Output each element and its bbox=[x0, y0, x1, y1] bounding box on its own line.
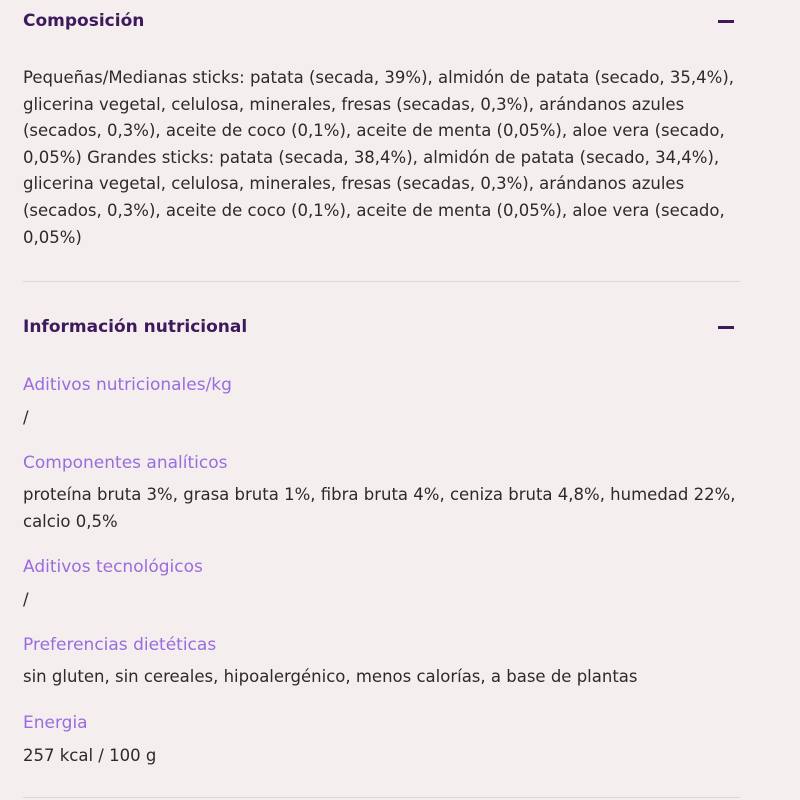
technological-additives-value: / bbox=[23, 590, 29, 609]
technological-additives-label: Aditivos tecnológicos bbox=[23, 557, 203, 577]
energy-label: Energia bbox=[23, 713, 88, 733]
nutrition-section bbox=[23, 314, 740, 340]
composition-section bbox=[23, 8, 740, 34]
composition-collapse-icon[interactable] bbox=[718, 20, 734, 23]
nutritional-additives-value: / bbox=[23, 408, 29, 427]
dietary-preferences-label: Preferencias dietéticas bbox=[23, 635, 217, 655]
divider-1 bbox=[23, 281, 740, 282]
analytical-components-label: Componentes analíticos bbox=[23, 453, 228, 473]
nutritional-additives-label: Aditivos nutricionales/kg bbox=[23, 375, 232, 395]
energy-value: 257 kcal / 100 g bbox=[23, 746, 157, 765]
nutrition-title: Información nutricional bbox=[23, 317, 248, 337]
divider-2 bbox=[23, 797, 740, 798]
nutrition-collapse-icon[interactable] bbox=[718, 326, 734, 329]
composition-title: Composición bbox=[23, 11, 145, 31]
composition-header[interactable] bbox=[23, 8, 740, 34]
composition-text: Pequeñas/Medianas sticks: patata (secada, 39%), almidón de patata (secado, 35,4%), glicerina vegetal, celulosa, minerales, fresas (secadas, 0,3%), arándanos azules (secados, 0,3%), aceite de coco (0,1%), aceite de menta (0,05%), aloe vera (secado, 0,05%) Grandes sticks: patata (secada, 38,4%), almidón de patata (secado, 34,4%), glicerina vegetal, celulosa, minerales, fresas (secadas, 0,3%), arándanos azules (secados, 0,3%), aceite de coco (0,1%), aceite de menta (0,05%), aloe vera (secado, 0,05%) bbox=[23, 68, 735, 247]
dietary-preferences-value: sin gluten, sin cereales, hipoalergénico, menos calorías, a base de plantas bbox=[23, 667, 638, 686]
analytical-components-value: proteína bruta 3%, grasa bruta 1%, fibra bruta 4%, ceniza bruta 4,8%, humedad 22%, calcio 0,5% bbox=[23, 485, 736, 531]
nutrition-header[interactable] bbox=[23, 314, 740, 340]
